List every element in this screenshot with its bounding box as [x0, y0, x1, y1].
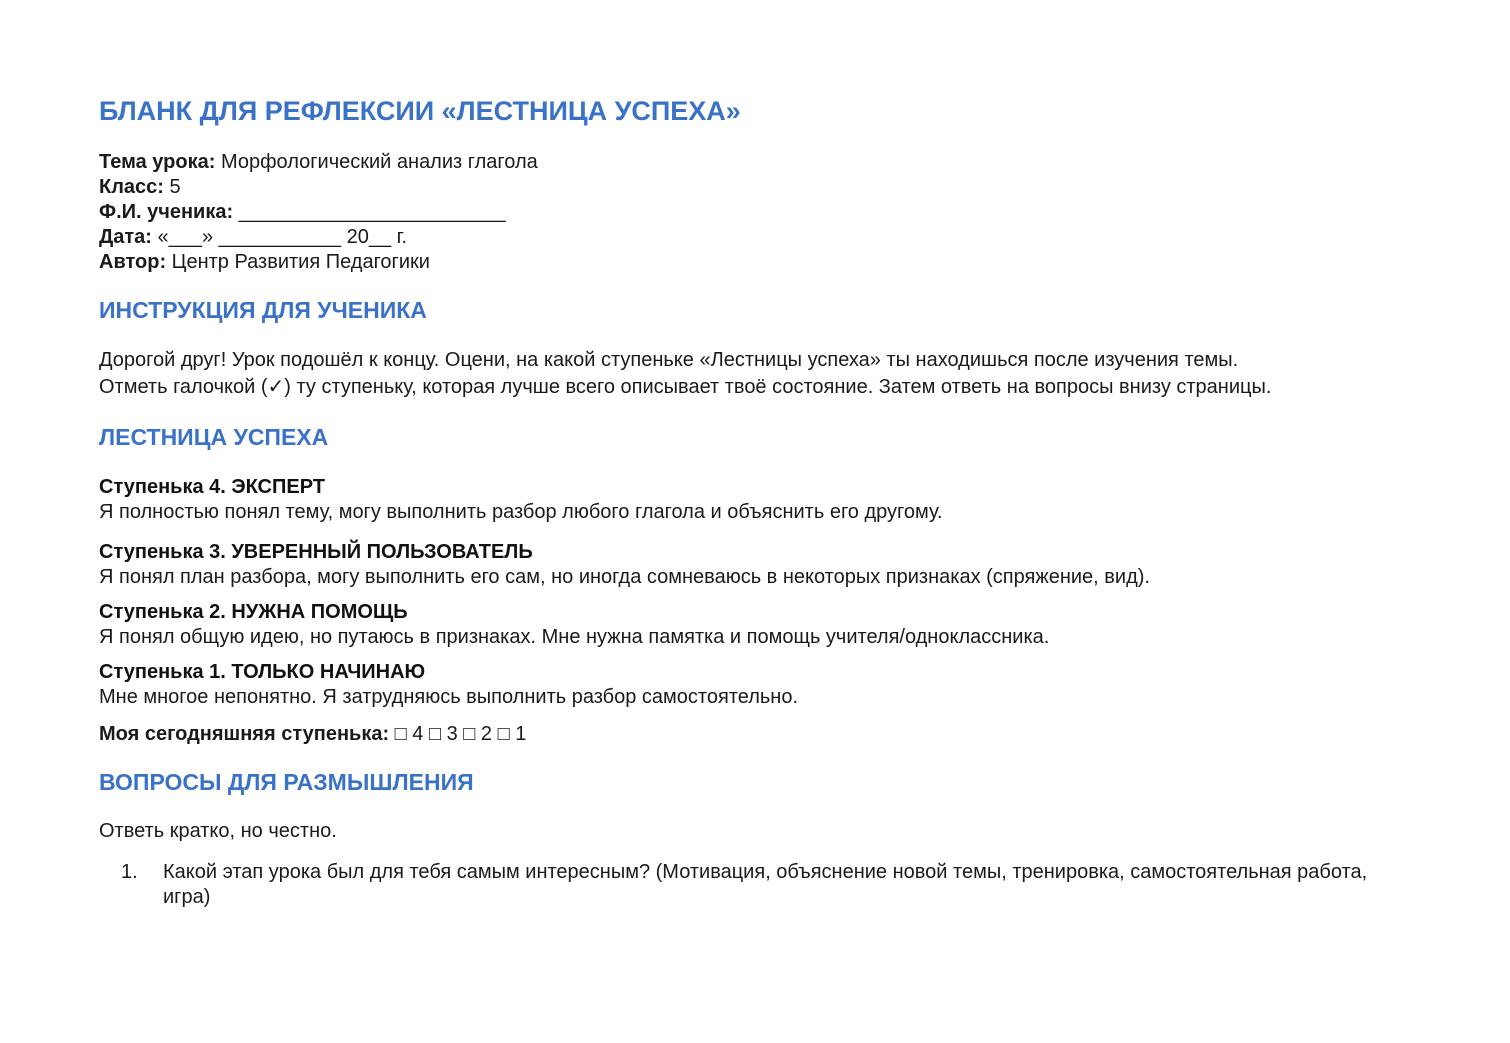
questions-list	[121, 860, 1419, 910]
topic-value: Морфологический анализ глагола	[215, 151, 538, 173]
student-blank: ________________________	[233, 201, 506, 223]
step-text: Мне многое непонятно. Я затрудняюсь выполнить разбор самостоятельно.	[99, 686, 799, 708]
step-3	[99, 540, 1150, 590]
date-label: Дата:	[99, 226, 152, 248]
questions-intro: Ответь кратко, но честно.	[99, 820, 337, 842]
author-value: Центр Развития Педагогики	[166, 251, 430, 273]
class-label: Класс:	[99, 176, 164, 198]
document-title: БЛАНК ДЛЯ РЕФЛЕКСИИ «ЛЕСТНИЦА УСПЕХА»	[99, 96, 741, 126]
step-title: Ступенька 4. ЭКСПЕРТ	[99, 476, 325, 498]
instruction-line-1: Дорогой друг! Урок подошёл к концу. Оцени, на какой ступеньке «Лестницы успеха» ты находишься после изучения темы.	[99, 349, 1239, 371]
ladder-heading: ЛЕСТНИЦА УСПЕХА	[99, 424, 329, 450]
date-row	[99, 225, 538, 250]
class-row	[99, 175, 538, 200]
step-text: Я понял общую идею, но путаюсь в признаках. Мне нужна памятка и помощь учителя/одноклассника.	[99, 626, 1050, 648]
question-text: Какой этап урока был для тебя самым интересным? (Мотивация, объяснение новой темы, тренировка, самостоятельная работа, игра)	[163, 861, 1368, 908]
list-item	[121, 860, 1419, 910]
step-4	[99, 475, 943, 525]
step-text: Я понял план разбора, могу выполнить его сам, но иногда сомневаюсь в некоторых признаках (спряжение, вид).	[99, 566, 1150, 588]
step-title: Ступенька 2. НУЖНА ПОМОЩЬ	[99, 601, 408, 623]
instruction-text	[99, 347, 1271, 401]
questions-heading: ВОПРОСЫ ДЛЯ РАЗМЫШЛЕНИЯ	[99, 769, 474, 795]
instruction-line-2: Отметь галочкой (✓) ту ступеньку, которая лучше всего описывает твоё состояние. Затем ответь на вопросы внизу страницы.	[99, 376, 1272, 398]
instruction-heading: ИНСТРУКЦИЯ ДЛЯ УЧЕНИКА	[99, 297, 427, 323]
lesson-info	[99, 150, 538, 275]
today-step-label: Моя сегодняшняя ступенька:	[99, 723, 390, 745]
step-title: Ступенька 1. ТОЛЬКО НАЧИНАЮ	[99, 661, 426, 683]
date-blank: «___» ___________ 20__ г.	[151, 226, 408, 248]
today-step-checkboxes[interactable]: □ 4 □ 3 □ 2 □ 1	[389, 723, 527, 745]
topic-row	[99, 150, 538, 175]
step-text: Я полностью понял тему, могу выполнить разбор любого глагола и объяснить его другому.	[99, 501, 943, 523]
step-2	[99, 600, 1049, 650]
author-row	[99, 250, 538, 275]
student-row	[99, 200, 538, 225]
author-label: Автор:	[99, 251, 167, 273]
today-step-row	[99, 722, 526, 747]
student-label: Ф.И. ученика:	[99, 201, 234, 223]
step-title: Ступенька 3. УВЕРЕННЫЙ ПОЛЬЗОВАТЕЛЬ	[99, 541, 533, 563]
question-number: 1.	[121, 861, 138, 883]
class-value: 5	[163, 176, 181, 198]
topic-label: Тема урока:	[99, 151, 216, 173]
step-1	[99, 660, 798, 710]
